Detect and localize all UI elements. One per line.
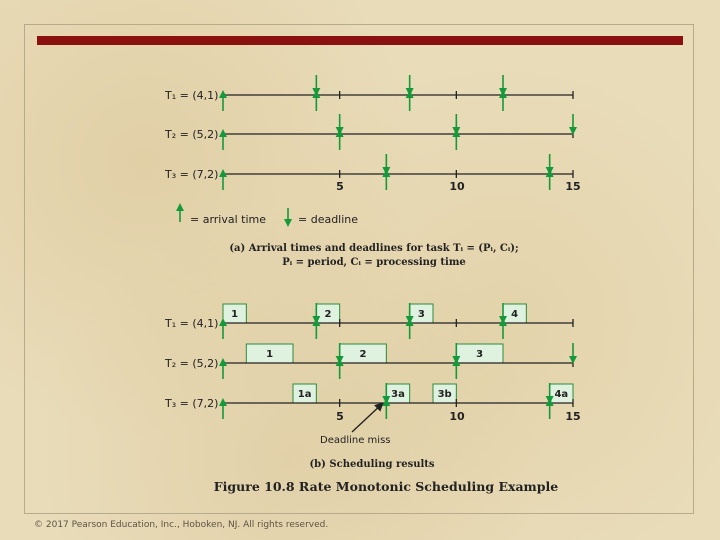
b-tick-15: 15 <box>565 410 581 423</box>
b-task3-slot-label: 3a <box>391 389 405 400</box>
caption-b: (b) Scheduling results <box>309 459 435 470</box>
b-task1-slot-label: 2 <box>324 309 332 320</box>
a-tick-5: 5 <box>336 180 344 193</box>
b-task1-slot-label: 4 <box>511 309 519 320</box>
a-task2-label: T₂ = (5,2) <box>165 128 219 141</box>
deadline-miss-label: Deadline miss <box>320 435 391 446</box>
caption-a-line1: (a) Arrival times and deadlines for task Tᵢ = (Pᵢ, Cᵢ); <box>229 243 519 254</box>
a-task3-label: T₃ = (7,2) <box>165 168 219 181</box>
b-task1-label: T₁ = (4,1) <box>165 317 219 330</box>
b-task2-slot-label: 1 <box>266 349 274 360</box>
b-tick-5: 5 <box>336 410 344 423</box>
b-task3-label: T₃ = (7,2) <box>165 397 219 410</box>
b-task3-slot-label: 4a <box>554 389 569 400</box>
b-task3-slot-label: 1a <box>297 389 312 400</box>
figure-title: Figure 10.8 Rate Monotonic Scheduling Example <box>213 479 559 494</box>
a-task1-label: T₁ = (4,1) <box>165 89 219 102</box>
caption-a-line2: Pᵢ = period, Cᵢ = processing time <box>282 257 466 268</box>
b-tick-10: 10 <box>449 410 465 423</box>
b-task1-slot-label: 1 <box>231 309 239 320</box>
b-task1-slot-label: 3 <box>417 309 425 320</box>
b-task2-slot-label: 3 <box>476 349 484 360</box>
b-task3-slot-label: 3b <box>437 389 452 400</box>
a-tick-10: 10 <box>449 180 465 193</box>
legend-deadline-text: = deadline <box>298 213 359 226</box>
b-task2-label: T₂ = (5,2) <box>165 357 219 370</box>
b-task2-slot-label: 2 <box>359 349 367 360</box>
legend-arrival-text: = arrival time <box>190 213 267 226</box>
copyright-notice: © 2017 Pearson Education, Inc., Hoboken, NJ. All rights reserved. <box>34 520 329 530</box>
a-tick-15: 15 <box>565 180 581 193</box>
deadline-miss-pointer <box>352 403 383 432</box>
